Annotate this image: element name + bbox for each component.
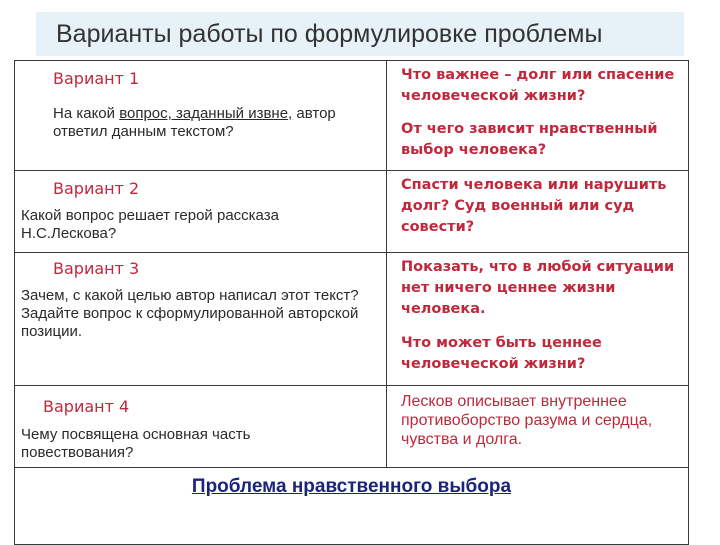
answer-text: Лесков описывает внутреннее противоборство разума и сердца, чувства и долга.: [401, 393, 653, 448]
question-text: Какой вопрос решает герой рассказа Н.С.Лескова?: [21, 207, 279, 242]
variants-table: [14, 60, 689, 545]
row-3-right-cell: [387, 253, 689, 386]
row-2-left-cell: [15, 171, 387, 253]
question-text: На какой вопрос, заданный извне, автор ответил данным текстом?: [53, 105, 336, 140]
row-4-right-cell: [387, 386, 689, 468]
answer-text: Что важнее – долг или спасение человеческой жизни?: [401, 67, 675, 104]
underlined-phrase: вопрос, заданный извне,: [119, 105, 293, 122]
row-2-right-cell: [387, 171, 689, 253]
question-text: Зачем, с какой целью автор написал этот текст? Задайте вопрос к сформулированной авторской позиции.: [21, 287, 359, 340]
variant-label: Вариант 2: [53, 179, 140, 198]
answer-text: Что может быть ценнее человеческой жизни?: [401, 335, 602, 372]
footer-row: [15, 468, 689, 545]
question-text: Чему посвящена основная часть повествования?: [21, 426, 251, 461]
row-4-left-cell: [15, 386, 387, 468]
table-row: [15, 386, 689, 468]
row-3-left-cell: [15, 253, 387, 386]
title-bar: [36, 12, 684, 56]
variant-label: Вариант 3: [53, 259, 140, 278]
page-title: Варианты работы по формулировке проблемы: [56, 20, 603, 48]
table-row: [15, 61, 689, 171]
footer-problem-text: Проблема нравственного выбора: [191, 476, 512, 497]
table-row: [15, 171, 689, 253]
variant-label: Вариант 1: [53, 69, 140, 88]
row-1-left-cell: [15, 61, 387, 171]
table-row: [15, 253, 689, 386]
footer-cell: [15, 468, 689, 545]
answer-text: От чего зависит нравственный выбор человека?: [401, 121, 658, 158]
row-1-right-cell: [387, 61, 689, 171]
answer-text: Спасти человека или нарушить долг? Суд военный или суд совести?: [401, 177, 667, 235]
answer-text: Показать, что в любой ситуации нет ничего ценнее жизни человека.: [401, 259, 675, 317]
variant-label: Вариант 4: [43, 397, 130, 416]
